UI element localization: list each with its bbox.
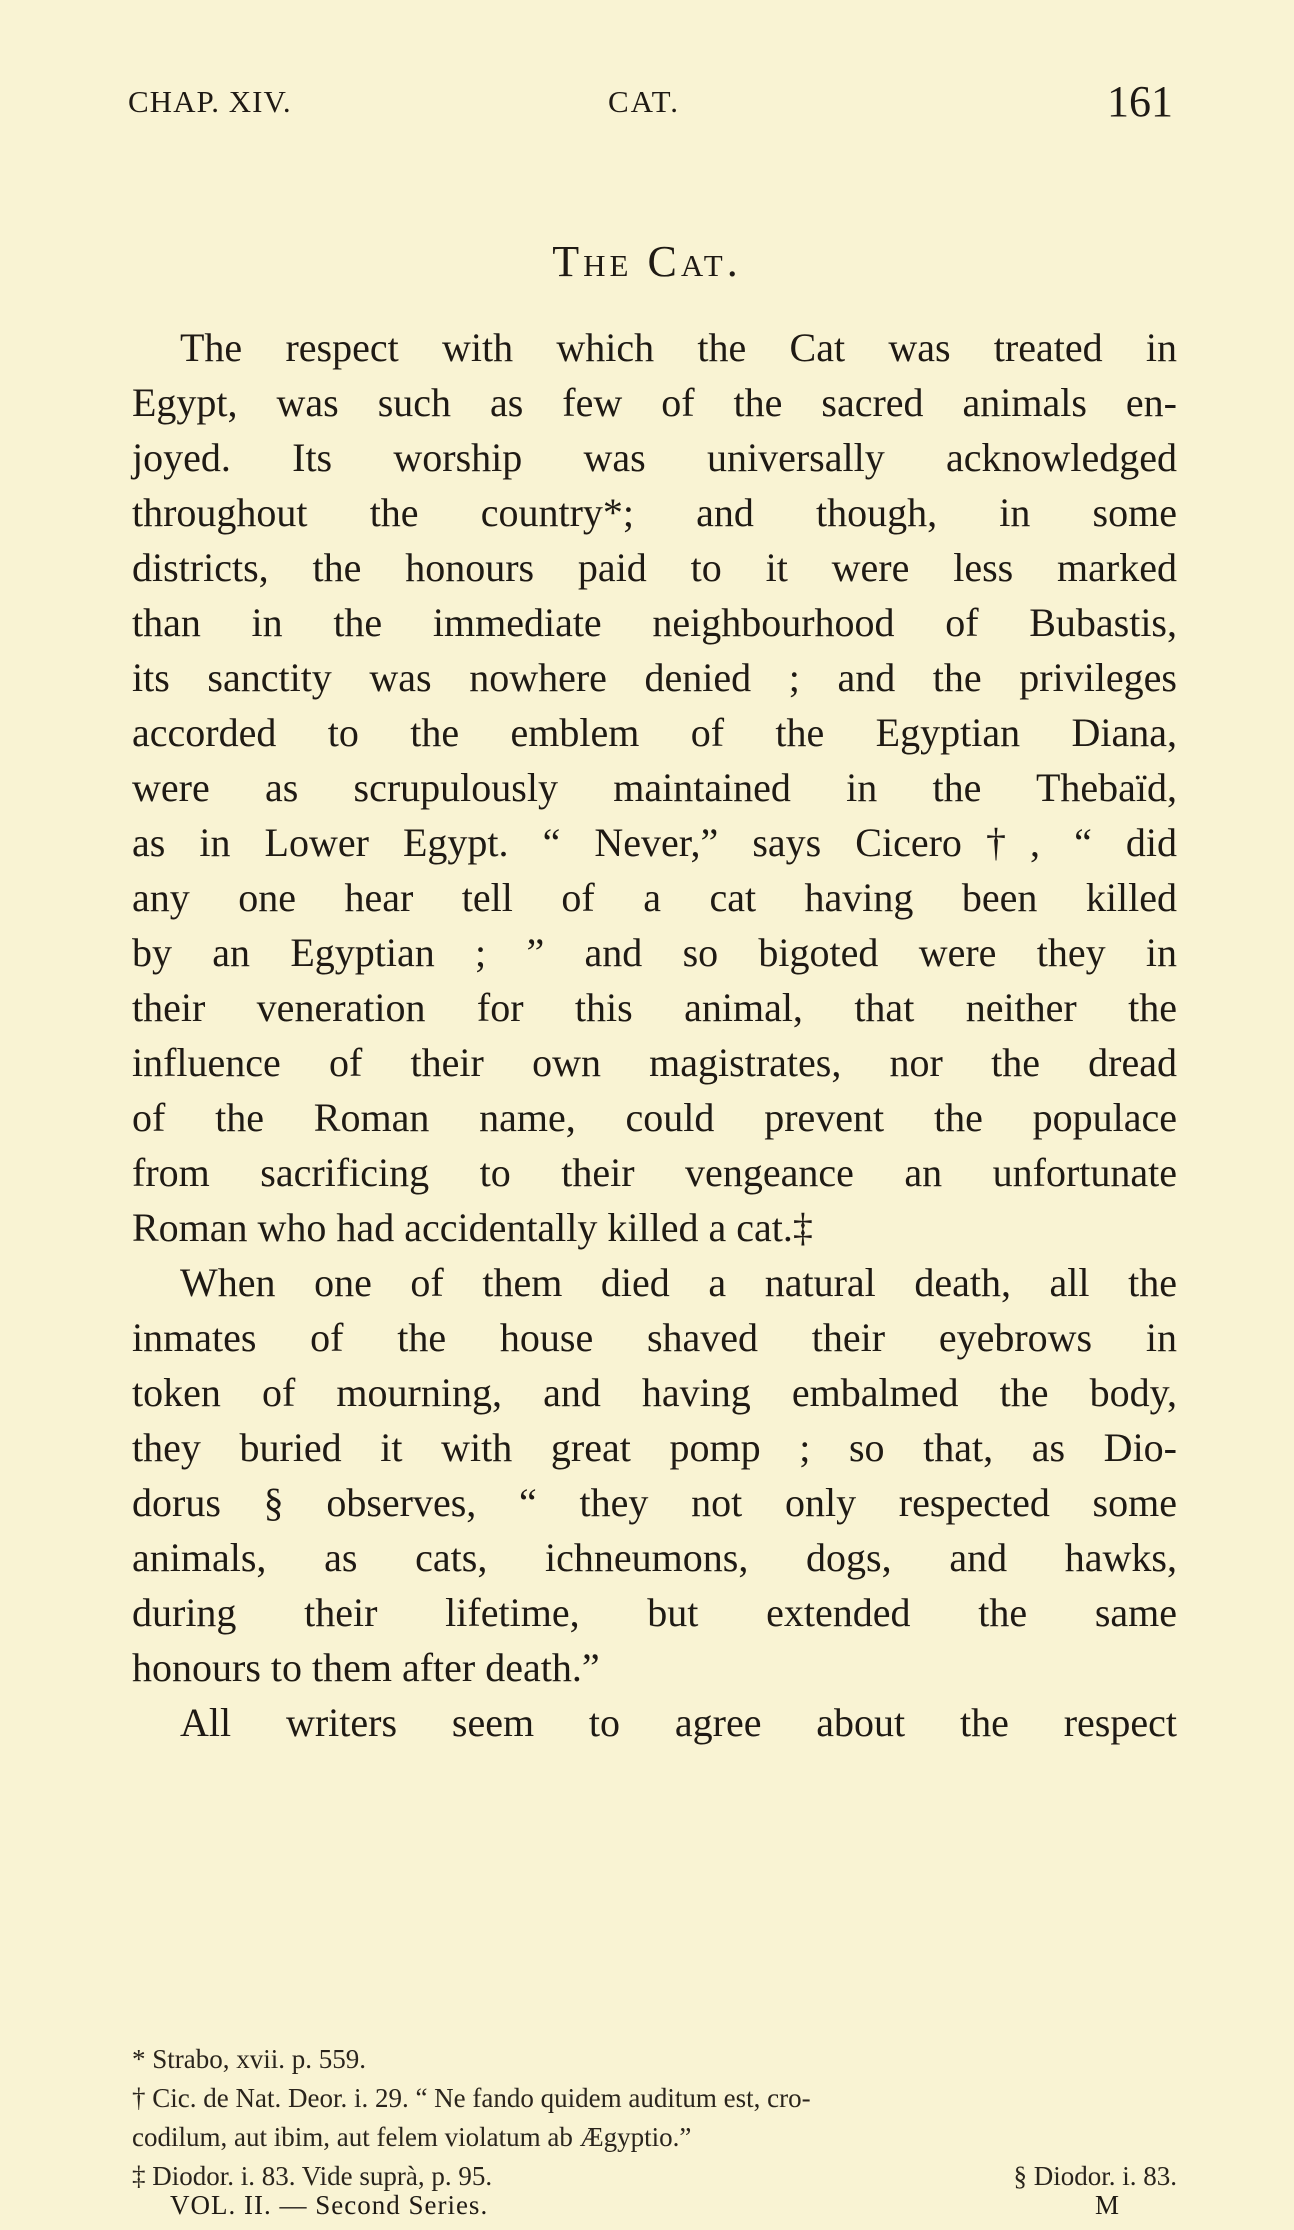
text-line: honours to them after death.” xyxy=(132,1645,600,1690)
running-head xyxy=(128,76,1173,136)
footnote-3: ‡ Diodor. i. 83. Vide suprà, p. 95. xyxy=(132,2161,493,2191)
section-title: The Cat. xyxy=(552,237,742,286)
text-line: inmates of the house shaved their eyebrows in xyxy=(132,1315,1177,1360)
text-line: by an Egyptian ; ” and so bigoted were they in xyxy=(132,930,1177,975)
text-line: animals, as cats, ichneumons, dogs, and hawks, xyxy=(132,1535,1177,1580)
footnote-4: § Diodor. i. 83. xyxy=(1013,2161,1177,2191)
text-line: All writers seem to agree about the respect xyxy=(180,1700,1177,1745)
text-line: their veneration for this animal, that neither the xyxy=(132,985,1177,1030)
text-line: they buried it with great pomp ; so that, as Dio- xyxy=(132,1425,1177,1470)
text-line: of the Roman name, could prevent the populace xyxy=(132,1095,1177,1140)
text-line: as in Lower Egypt. “ Never,” says Cicero†, “ did xyxy=(132,820,1177,865)
text-line: from sacrificing to their vengeance an unfortunate xyxy=(132,1150,1177,1195)
text-line: throughout the country*; and though, in some xyxy=(132,490,1177,535)
text-line: accorded to the emblem of the Egyptian Diana, xyxy=(132,710,1177,755)
text-line: joyed. Its worship was universally acknowledged xyxy=(132,435,1177,480)
text-line: influence of their own magistrates, nor the dread xyxy=(132,1040,1177,1085)
text-line: token of mourning, and having embalmed the body, xyxy=(132,1370,1177,1415)
text-line: any one hear tell of a cat having been killed xyxy=(132,875,1177,920)
volume-signature: VOL. II. — Second Series. xyxy=(170,2190,489,2220)
footnote-2-continued: codilum, aut ibim, aut felem violatum ab Ægyptio.” xyxy=(132,2122,692,2152)
topic-label: CAT. xyxy=(608,84,681,119)
text-line: The respect with which the Cat was treated in xyxy=(180,325,1177,370)
chapter-label: CHAP. XIV. xyxy=(128,84,292,119)
page-number: 161 xyxy=(1107,77,1173,126)
footnote-2: † Cic. de Nat. Deor. i. 29. “ Ne fando quidem auditum est, cro- xyxy=(132,2083,811,2113)
text-line: dorus § observes, “ they not only respected some xyxy=(132,1480,1177,1525)
text-line: were as scrupulously maintained in the Thebaïd, xyxy=(132,765,1177,810)
text-line: during their lifetime, but extended the same xyxy=(132,1590,1177,1635)
signature-mark: M xyxy=(1094,2190,1120,2220)
text-line: districts, the honours paid to it were less marked xyxy=(132,545,1177,590)
text-line: its sanctity was nowhere denied ; and the privileges xyxy=(132,655,1177,700)
text-line: than in the immediate neighbourhood of Bubastis, xyxy=(132,600,1177,645)
footnote-1: * Strabo, xvii. p. 559. xyxy=(132,2044,366,2074)
text-line: When one of them died a natural death, all the xyxy=(180,1260,1177,1305)
signature-line xyxy=(170,2190,1120,2221)
footnotes xyxy=(132,2040,1177,2196)
text-line: Roman who had accidentally killed a cat.‡ xyxy=(132,1205,813,1250)
text-line: Egypt, was such as few of the sacred animals en- xyxy=(132,380,1177,425)
body-text xyxy=(132,320,1177,1750)
